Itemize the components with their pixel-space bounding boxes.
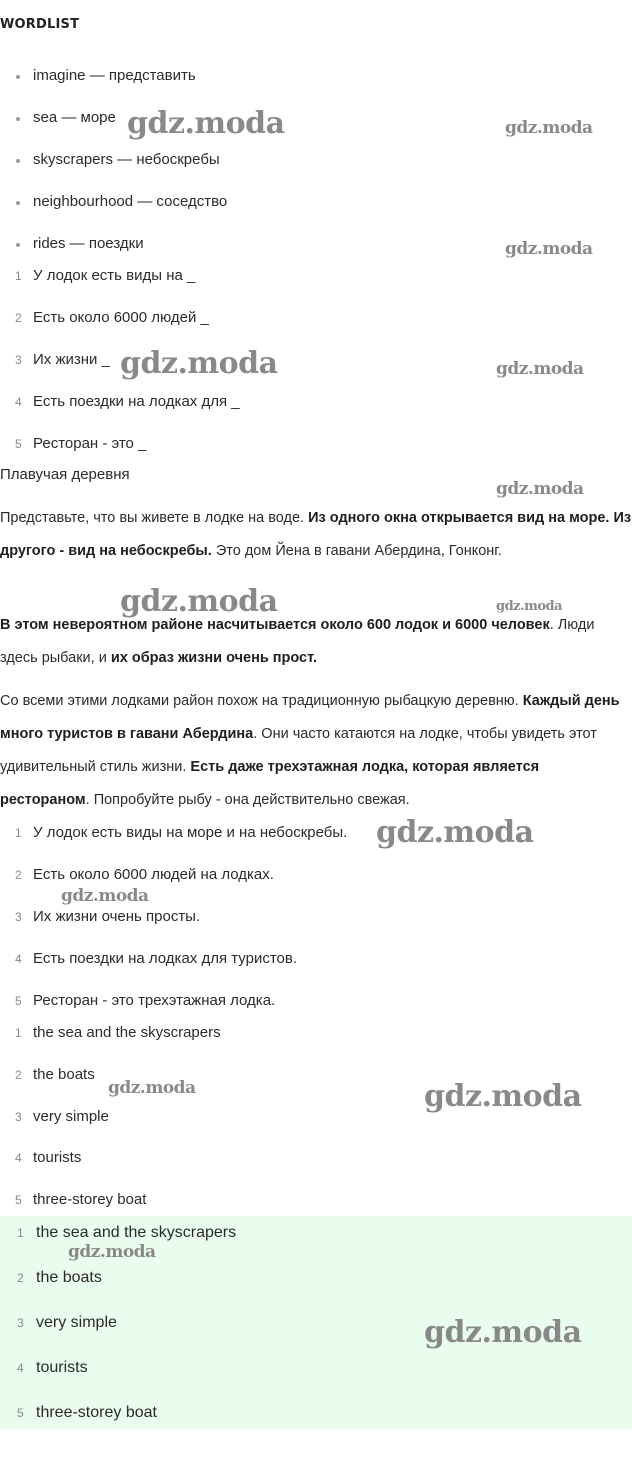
wordlist-item: sea — море	[33, 107, 116, 129]
list-item	[15, 391, 240, 413]
item-number: 2	[17, 1271, 24, 1285]
item-text: Есть около 6000 людей _	[33, 309, 209, 326]
list-item	[15, 1106, 109, 1128]
text-span: Со всеми этими лодками район похож на традиционную рыбацкую деревню.	[0, 693, 523, 709]
item-text: three-storey boat	[36, 1404, 157, 1421]
list-item	[15, 990, 276, 1012]
list-item	[17, 1267, 102, 1289]
text-span: Представьте, что вы живете в лодке на воде.	[0, 510, 309, 526]
item-text: very simple	[36, 1314, 117, 1331]
list-item	[15, 349, 110, 371]
wordlist-item: imagine — представить	[33, 65, 196, 87]
article-paragraph	[0, 502, 632, 568]
list-item	[15, 1147, 82, 1169]
item-text: Их жизни очень просты.	[33, 908, 201, 925]
item-number: 5	[15, 437, 22, 451]
item-number: 5	[15, 1193, 22, 1207]
item-number: 4	[15, 395, 22, 409]
item-number: 1	[17, 1226, 24, 1240]
wordlist-heading: WORDLIST	[0, 17, 80, 32]
bold-span: Из одного окна открывается вид на море. Из другого - вид на небоскребы.	[0, 510, 632, 559]
list-item	[15, 307, 209, 329]
list-item	[15, 1189, 147, 1211]
watermark-logo: gdz.moda	[120, 346, 278, 381]
item-number: 1	[15, 1026, 22, 1040]
item-number: 1	[15, 826, 22, 840]
watermark-logo: gdz.moda	[496, 479, 584, 499]
list-item	[17, 1402, 157, 1424]
list-item	[15, 948, 298, 970]
item-number: 2	[15, 1068, 22, 1082]
item-number: 3	[17, 1316, 24, 1330]
list-item	[15, 906, 201, 928]
list-item	[15, 822, 348, 844]
watermark-logo: gdz.moda	[505, 118, 593, 138]
watermark-logo: gdz.moda	[108, 1078, 196, 1098]
watermark-logo: gdz.moda	[424, 1079, 582, 1114]
list-item	[15, 265, 196, 287]
item-number: 4	[15, 952, 22, 966]
item-number: 1	[15, 269, 22, 283]
item-number: 4	[15, 1151, 22, 1165]
item-text: Ресторан - это трехэтажная лодка.	[33, 992, 276, 1009]
watermark-logo: gdz.moda	[505, 239, 593, 259]
list-item	[15, 433, 147, 455]
item-text: Есть около 6000 людей на лодках.	[33, 866, 274, 883]
item-text: three-storey boat	[33, 1191, 147, 1208]
item-number: 5	[15, 994, 22, 1008]
item-number: 2	[15, 311, 22, 325]
item-text: very simple	[33, 1108, 109, 1125]
item-number: 3	[15, 910, 22, 924]
item-number: 5	[17, 1406, 24, 1420]
wordlist-item: skyscrapers — небоскребы	[33, 149, 220, 171]
item-number: 3	[15, 353, 22, 367]
item-number: 4	[17, 1361, 24, 1375]
watermark-logo: gdz.moda	[68, 1242, 156, 1262]
watermark-logo: gdz.moda	[496, 599, 563, 614]
article-paragraph	[0, 609, 632, 675]
bold-span: Есть даже трехэтажная лодка, которая является рестораном	[0, 759, 540, 808]
article-paragraph	[0, 685, 632, 817]
bold-span: их образ жизни очень прост.	[110, 650, 317, 666]
item-number: 2	[15, 868, 22, 882]
list-item	[17, 1312, 117, 1334]
item-text: Есть поездки на лодках для туристов.	[33, 950, 298, 967]
list-item	[15, 864, 274, 886]
list-item	[17, 1222, 237, 1244]
text-span: . Люди здесь рыбаки, и	[0, 617, 595, 666]
watermark-logo: gdz.moda	[376, 815, 534, 850]
bold-span: В этом невероятном районе насчитывается около 600 лодок и 6000 человек	[0, 617, 550, 633]
text-span: . Они часто катаются на лодке, чтобы увидеть этот удивительный стиль жизни.	[0, 726, 597, 775]
list-item	[15, 1064, 95, 1086]
item-text: the sea and the skyscrapers	[33, 1024, 221, 1041]
list-item	[17, 1357, 88, 1379]
text-span: . Попробуйте рыбу - она действительно свежая.	[85, 792, 410, 808]
article-title: Плавучая деревня	[0, 466, 130, 483]
watermark-logo: gdz.moda	[127, 106, 285, 141]
wordlist-item: rides — поездки	[33, 233, 144, 255]
item-text: Есть поездки на лодках для _	[33, 393, 240, 410]
watermark-logo: gdz.moda	[424, 1315, 582, 1350]
text-span: Это дом Йена в гавани Абердина, Гонконг.	[211, 543, 502, 559]
bold-span: Каждый день много туристов в гавани Абердина	[0, 693, 620, 742]
item-text: the boats	[33, 1066, 95, 1083]
item-text: the sea and the skyscrapers	[36, 1224, 237, 1241]
watermark-logo: gdz.moda	[61, 886, 149, 906]
item-text: tourists	[36, 1359, 88, 1376]
item-text: Их жизни _	[33, 351, 110, 368]
list-item	[15, 1022, 221, 1044]
item-text: У лодок есть виды на море и на небоскребы.	[33, 824, 348, 841]
wordlist-item: neighbourhood — соседство	[33, 191, 227, 213]
item-text: У лодок есть виды на _	[33, 267, 196, 284]
watermark-logo: gdz.moda	[120, 584, 278, 619]
item-text: Ресторан - это _	[33, 435, 147, 452]
item-number: 3	[15, 1110, 22, 1124]
item-text: tourists	[33, 1149, 82, 1166]
watermark-logo: gdz.moda	[496, 359, 584, 379]
item-text: the boats	[36, 1269, 102, 1286]
